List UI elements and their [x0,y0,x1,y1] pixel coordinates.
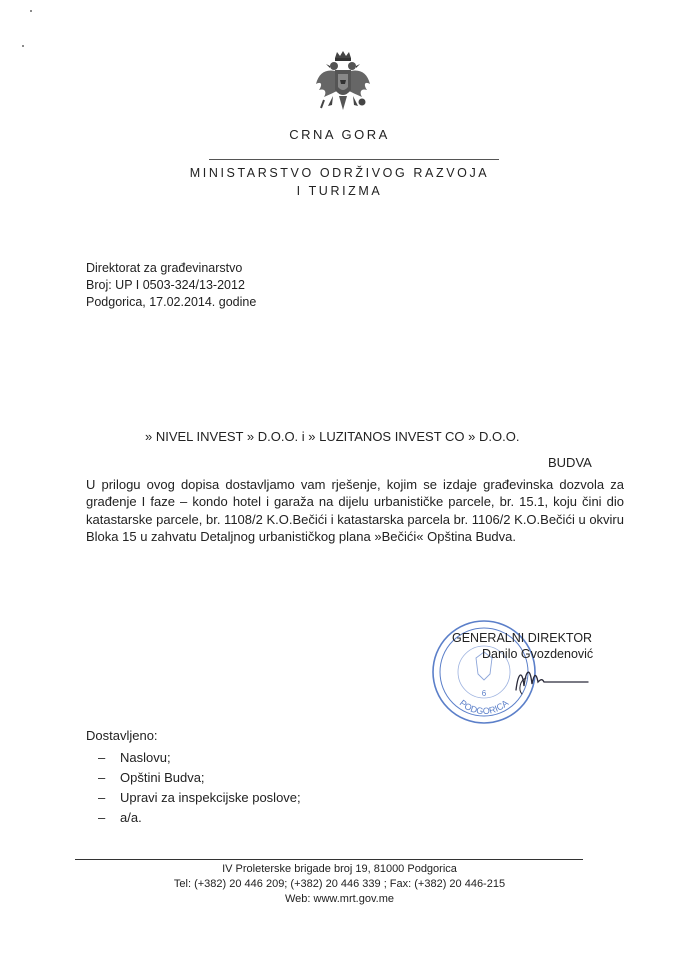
list-item: – a/a. [98,810,142,825]
footer-divider [75,859,583,860]
footer [0,862,679,907]
scan-speck [22,45,24,47]
distribution-label: Dostavljeno: [86,728,158,743]
ministry-title-line2: I TURIZMA [296,184,383,198]
coat-of-arms-emblem [313,50,373,116]
document-number: Broj: UP I 0503-324/13-2012 [86,278,245,292]
signatory-title: GENERALNI DIREKTOR [452,631,593,645]
stamp-number: 6 [481,689,487,698]
distribution-list [98,748,301,828]
addressee-companies: » NIVEL INVEST » D.O.O. i » LUZITANOS INVEST CO » D.O.O. [145,429,520,444]
department: Direktorat za građevinarstvo [86,261,243,275]
ministry-title-line1: MINISTARSTVO ODRŽIVOG RAZVOJA [189,166,490,180]
letter-body: U prilogu ovog dopisa dostavljamo vam rješenje, kojim se izdaje građevinska dozvola za građenje I faze – kondo hotel i garaža na dijelu urbanističke parcele, br. 15.1, koju čini dio katastarske parcele, br. 1108/2 K.O.Bečići i katastarska parcela br. 1106/2 K.O.Bečići u okviru Bloka 15 u zahvatu Detaljnog urbanističkog plana »Bečići« Opština Budva. [86,477,624,545]
signatory-name: Danilo Gvozdenović [482,647,594,661]
addressee-city: BUDVA [548,455,592,470]
footer-web: Web: www.mrt.gov.me [284,893,394,905]
list-item: – Naslovu; [98,750,171,765]
footer-phones: Tel: (+382) 20 446 209; (+382) 20 446 339 ; Fax: (+382) 20 446-215 [173,878,506,890]
reference-block [86,260,256,311]
handwritten-signature [508,660,598,700]
ministry-title [0,164,679,200]
list-item: – Opštini Budva; [98,770,205,785]
footer-address: IV Proleterske brigade broj 19, 81000 Podgorica [222,863,457,875]
scan-speck [30,10,32,12]
stamp-city-text: PODGORICA [457,697,511,717]
country-title: CRNA GORA [289,127,390,142]
list-item: – Upravi za inspekcijske poslove; [98,790,301,805]
place-date: Podgorica, 17.02.2014. godine [86,295,257,309]
ministry-divider [209,159,499,160]
